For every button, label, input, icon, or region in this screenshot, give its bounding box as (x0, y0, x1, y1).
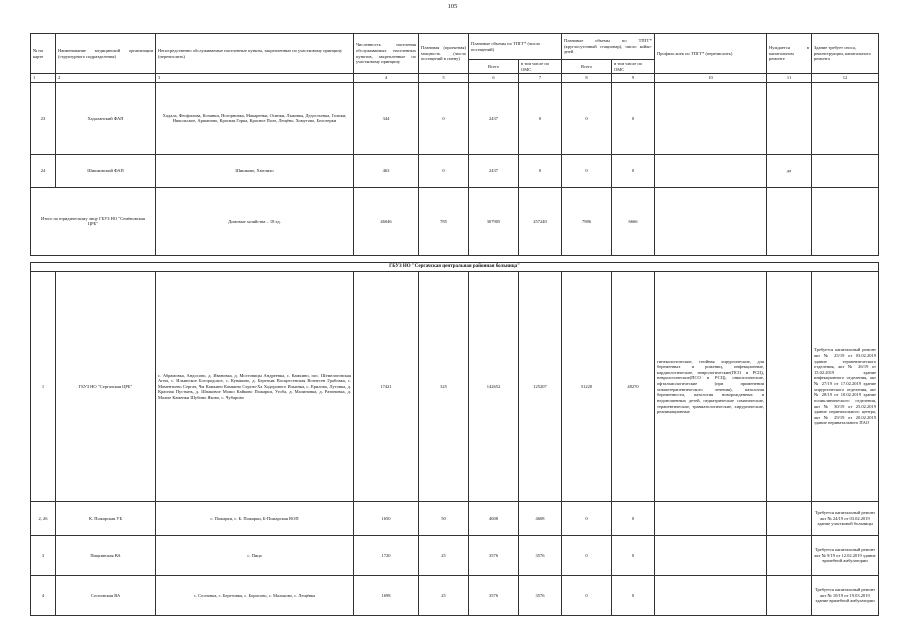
population: 1720 (354, 536, 419, 576)
header-visit-volumes: Плановые объемы по ТПГГ* (число посещений) (469, 34, 562, 60)
beds-total: 51220 (562, 272, 612, 502)
demolish-note (812, 154, 879, 187)
header-needs-repair: Нуждается в капитальном ремонте (767, 34, 812, 74)
table-row (31, 502, 879, 536)
visits-oms: 3576 (519, 536, 562, 576)
capacity: 325 (419, 272, 469, 502)
bed-profile (655, 82, 767, 154)
demolish-note: Требуется капитальный ремонт акт № 25/19 от 03.02.2019 здание терапевтического отделения, акт № 26/19 от 15.02.2019 здание инфекционного отделения, акт № 27/19 от 17.02.2019 здание хирургического отделения, акт № 28/19 от 10.02.2019 здание поликлинического отделения, акт № 30/19 от 25.02.2019 здание перинатального центра, акт № 29/19 от 20.02.2019 здание перинатального ПАО (812, 272, 879, 502)
table-row (31, 576, 879, 616)
capacity: 25 (419, 576, 469, 616)
visits-total: 3576 (469, 536, 519, 576)
col-number: 11 (767, 74, 812, 83)
col-number: 10 (655, 74, 767, 83)
map-number: 4 (31, 576, 56, 616)
col-number: 3 (156, 74, 354, 83)
table-row (31, 82, 879, 154)
settlements-list: Хадала, Феофилова, Козинки, Ногорновка, Макаренки, Осинки, Лыковка, Дедостьевка, Голики, Никольское, Аршаново, Красная Горка, Красное Поле, Лещёво, Хомутово, Белозерки (156, 82, 354, 154)
table-row (31, 536, 879, 576)
population: 1650 (354, 502, 419, 536)
households-count: Домовые хозяйства – 18 ед. (156, 187, 354, 255)
population: 1698 (354, 576, 419, 616)
header-organization: Наименование медицинской организации (структурного подразделения) (56, 34, 156, 74)
demolish-note: Требуется капитальный ремонт акт № 9/19 от 12.02.2019 здание врачебной амбулатории (812, 536, 879, 576)
total-population: 46046 (354, 187, 419, 255)
organization-name: Хадаланский ФАП (56, 82, 156, 154)
visits-oms: 125207 (519, 272, 562, 502)
settlements-list: с. Пожарки, с. Б. Пожарки, Б-Пожарская ВОП (156, 502, 354, 536)
header-population: Численность населения обслуживаемых населенных пунктов, закрепленные по участковому принципу (354, 34, 419, 74)
table-row (31, 272, 879, 502)
col-number: 9 (612, 74, 655, 83)
total-capacity: 785 (419, 187, 469, 255)
beds-total: 0 (562, 154, 612, 187)
visits-total: 142652 (469, 272, 519, 502)
organization-name: ГБУЗ НО "Сергачская ЦРБ" (56, 272, 156, 502)
bed-profile (655, 576, 767, 616)
population: 344 (354, 82, 419, 154)
capacity: 0 (419, 82, 469, 154)
organization-name: Шишковский ФАП (56, 154, 156, 187)
beds-total: 0 (562, 502, 612, 536)
beds-total: 0 (562, 576, 612, 616)
map-number: 2, 26 (31, 502, 56, 536)
col-number: 4 (354, 74, 419, 83)
total-label: Итого по юридическому лицу ГБУЗ НО "Семёновская ЦРБ" (31, 187, 156, 255)
bed-profile (655, 502, 767, 536)
visits-total: 4608 (469, 502, 519, 536)
settlements-list: с. Абрамовка, Андосово, д. Ивановка, д. Мостовицы Андреевка, с. Камкино, пос. Шемелатовская Агни, с. Ильинское Богородское, с. Кувакино, д. Березьяк Воскресенская Вознесен Грабовка, с. Маментьево Сергач, Чм Камкино Камкино Сергач-Ха Ходорового Ильинка, с. Ерилово, Лутовка, д. Красная Пустынь, д. Шпаковое Мошо Кайково Пожарки, Угоба, д. Малиновка, д. Ратиновка, д. Малые Каменки Шубино Яково, с. Чубарово (156, 272, 354, 502)
table-row (31, 154, 879, 187)
header-beds-total: Всего (562, 60, 612, 74)
header-demolish: Здание требует сноса, реконструкции, капитального ремонта (812, 34, 879, 74)
bed-profile: гинекологические, гнойная хирургические, для беременных и рожениц, инфекционные, кардиологические, неврологические(ПСО и РСЦ), неврологические(ПСО и РСЦ), онкологические, офтальмологические (при применении химиотерапевтического лечения), патология беременности, патология новорожденных и недоношенных детей, педиатрические соматические, терапевтические, травматологические, хирургические, реанимационные (655, 272, 767, 502)
col-number: 6 (469, 74, 519, 83)
settlements-list: Шишково, Хмелихо (156, 154, 354, 187)
capacity: 0 (419, 154, 469, 187)
needs-repair (767, 536, 812, 576)
map-number: 1 (31, 272, 56, 502)
header-map-number: № на карте (31, 34, 56, 74)
needs-repair (767, 502, 812, 536)
population: 17421 (354, 272, 419, 502)
population: 463 (354, 154, 419, 187)
capacity: 25 (419, 536, 469, 576)
map-number: 24 (31, 154, 56, 187)
demolish-note (812, 82, 879, 154)
col-number: 12 (812, 74, 879, 83)
visits-oms: 3576 (519, 576, 562, 616)
demolish-note: Требуется капитальный ремонт акт № 10/19 от 19.03.2019 здание врачебной амбулатории (812, 576, 879, 616)
capacity: 50 (419, 502, 469, 536)
header-beds-oms: в том числе по ОМС (612, 60, 655, 74)
total-beds-oms: 6666 (612, 187, 655, 255)
settlements-list: с. Пица (156, 536, 354, 576)
medical-facilities-table (30, 33, 879, 616)
visits-total: 2437 (469, 82, 519, 154)
visits-oms: 0 (519, 82, 562, 154)
header-visits-total: Всего (469, 60, 519, 74)
beds-oms: 0 (612, 576, 655, 616)
total-visits-oms: 257240 (519, 187, 562, 255)
total-row (31, 187, 879, 255)
map-number: 3 (31, 536, 56, 576)
bed-profile (655, 154, 767, 187)
organization-name: Пицкинская ВА (56, 536, 156, 576)
map-number: 23 (31, 82, 56, 154)
col-number: 2 (56, 74, 156, 83)
bed-profile (655, 536, 767, 576)
page-number: 105 (447, 3, 458, 10)
visits-total: 3576 (469, 576, 519, 616)
demolish-note: Требуется капитальный ремонт акт № 24/19 от 03.02.2019 здание участковой больницы (812, 502, 879, 536)
organization-name: Сосновская ВА (56, 576, 156, 616)
total-visits: 307905 (469, 187, 519, 255)
needs-repair: да (767, 154, 812, 187)
col-number: 1 (31, 74, 56, 83)
total-beds: 7986 (562, 187, 612, 255)
visits-oms: 0 (519, 154, 562, 187)
col-number: 5 (419, 74, 469, 83)
beds-total: 0 (562, 82, 612, 154)
beds-oms: 0 (612, 502, 655, 536)
section-title: ГБУЗ НО "Сергачская центральная районная больница" (31, 262, 879, 271)
header-visits-oms: в том числе по ОМС (519, 60, 562, 74)
visits-oms: 4608 (519, 502, 562, 536)
header-capacity: Плановая (проектная) мощность (число посещений в смену) (419, 34, 469, 74)
header-bed-profile: Профиль коек по ТПГГ* (перечислить) (655, 34, 767, 74)
header-bed-volumes: Плановые объемы по ТПГГ* (круглосуточный стационар), число койко-дней (562, 34, 655, 60)
needs-repair (767, 576, 812, 616)
needs-repair (767, 82, 812, 154)
beds-oms: 48270 (612, 272, 655, 502)
organization-name: К. Пожарская УБ (56, 502, 156, 536)
header-settlements: Непосредственно обслуживаемые населенные пункты, закрепленные по участковому принципу (перечислить) (156, 34, 354, 74)
beds-oms: 0 (612, 154, 655, 187)
col-number: 7 (519, 74, 562, 83)
needs-repair (767, 272, 812, 502)
settlements-list: с. Сосновка, с. Березовка, с. Борисово, с. Мальково, с. Лещёвка (156, 576, 354, 616)
col-number: 8 (562, 74, 612, 83)
visits-total: 2437 (469, 154, 519, 187)
beds-oms: 0 (612, 536, 655, 576)
beds-oms: 0 (612, 82, 655, 154)
beds-total: 0 (562, 536, 612, 576)
